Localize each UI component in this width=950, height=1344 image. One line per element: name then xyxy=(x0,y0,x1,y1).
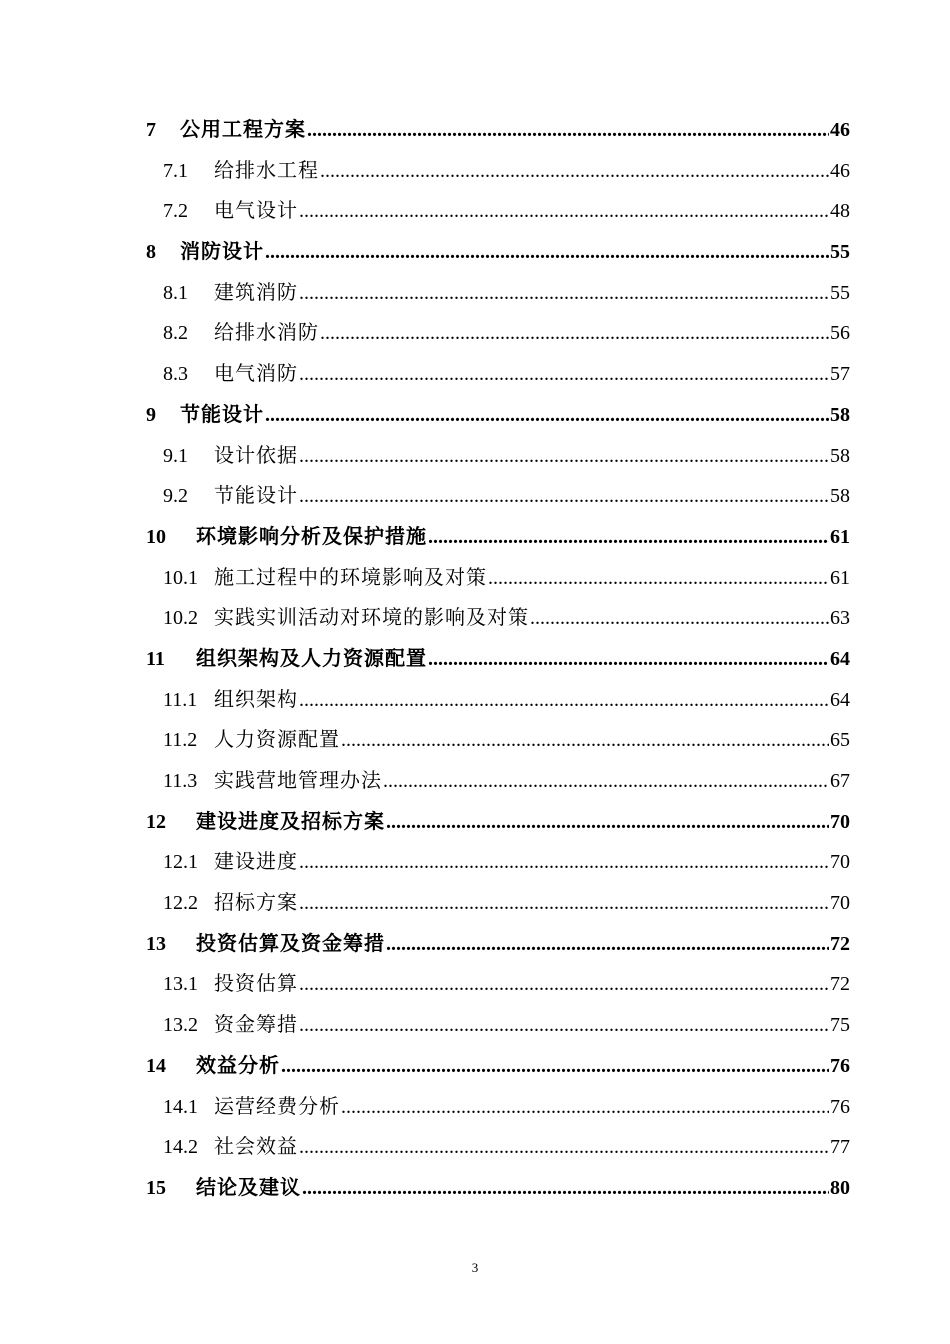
toc-entry-page: 80 xyxy=(830,1176,850,1199)
toc-entry-title: 消防设计 xyxy=(180,241,264,264)
toc-entry-number: 12.2 xyxy=(163,892,198,915)
toc-entry-title: 给排水消防 xyxy=(214,322,319,345)
toc-chapter-entry[interactable] xyxy=(146,1046,850,1087)
toc-entry-title: 给排水工程 xyxy=(214,159,319,182)
toc-entry-title: 电气消防 xyxy=(214,363,298,386)
toc-entry-page: 77 xyxy=(830,1136,850,1159)
toc-dot-leader xyxy=(265,232,829,273)
toc-entry-title: 招标方案 xyxy=(214,892,298,915)
toc-entry-number: 9.1 xyxy=(163,444,188,467)
toc-entry-title: 实践营地管理办法 xyxy=(214,770,382,792)
toc-entry-page: 58 xyxy=(830,485,850,508)
toc-entry-number: 8.3 xyxy=(163,363,188,386)
toc-dot-leader xyxy=(428,639,829,680)
toc-dot-leader xyxy=(299,680,829,721)
toc-entry-title: 电气设计 xyxy=(214,200,298,223)
toc-entry-title: 节能设计 xyxy=(180,403,264,426)
toc-entry-number: 9 xyxy=(146,403,156,426)
toc-section-entry[interactable] xyxy=(146,1127,850,1168)
toc-entry-number: 11.2 xyxy=(163,729,198,752)
toc-chapter-entry[interactable] xyxy=(146,1168,850,1209)
toc-entry-page: 48 xyxy=(830,200,850,223)
toc-dot-leader xyxy=(386,924,829,965)
toc-entry-number: 12.1 xyxy=(163,851,198,874)
toc-entry-page: 46 xyxy=(830,119,850,141)
toc-chapter-entry[interactable] xyxy=(146,924,850,965)
toc-entry-page: 46 xyxy=(830,159,850,182)
toc-entry-page: 70 xyxy=(830,851,850,874)
toc-entry-title: 建设进度 xyxy=(214,851,298,874)
toc-entry-page: 70 xyxy=(830,892,850,915)
toc-entry-page: 70 xyxy=(830,810,850,833)
toc-section-entry[interactable] xyxy=(146,354,850,395)
toc-entry-page: 72 xyxy=(830,973,850,996)
toc-entry-page: 63 xyxy=(830,607,850,630)
toc-section-entry[interactable] xyxy=(146,151,850,192)
toc-entry-page: 64 xyxy=(830,647,850,670)
toc-dot-leader xyxy=(299,842,829,883)
toc-section-entry[interactable] xyxy=(146,1087,850,1128)
toc-entry-title: 资金筹措 xyxy=(214,1014,298,1037)
toc-entry-title: 运营经费分析 xyxy=(214,1095,340,1118)
toc-dot-leader xyxy=(320,313,829,354)
toc-dot-leader xyxy=(530,598,829,639)
toc-entry-number: 10.1 xyxy=(163,566,198,589)
toc-entry-number: 8.1 xyxy=(163,281,188,304)
toc-entry-title: 人力资源配置 xyxy=(214,729,340,752)
toc-chapter-entry[interactable] xyxy=(146,395,850,436)
toc-section-entry[interactable] xyxy=(146,598,850,639)
toc-entry-number: 11.3 xyxy=(163,770,198,792)
toc-section-entry[interactable] xyxy=(146,436,850,477)
toc-dot-leader xyxy=(320,151,829,192)
toc-dot-leader xyxy=(386,802,829,843)
toc-chapter-entry[interactable] xyxy=(146,517,850,558)
toc-entry-title: 投资估算 xyxy=(214,973,298,996)
toc-entry-title: 社会效益 xyxy=(214,1136,298,1159)
toc-dot-leader xyxy=(488,558,829,599)
toc-dot-leader xyxy=(299,191,829,232)
toc-dot-leader xyxy=(383,761,829,802)
toc-section-entry[interactable] xyxy=(146,191,850,232)
toc-entry-number: 12 xyxy=(146,810,166,833)
toc-entry-number: 13.2 xyxy=(163,1014,198,1037)
toc-section-entry[interactable] xyxy=(146,883,850,924)
toc-section-entry[interactable] xyxy=(146,964,850,1005)
toc-entry-number: 7 xyxy=(146,119,156,141)
toc-entry-number: 9.2 xyxy=(163,485,188,508)
toc-entry-page: 61 xyxy=(830,525,850,548)
toc-entry-page: 72 xyxy=(830,932,850,955)
table-of-contents xyxy=(146,110,850,1209)
toc-entry-title: 组织架构 xyxy=(214,688,298,711)
toc-dot-leader xyxy=(299,476,829,517)
toc-dot-leader xyxy=(265,395,829,436)
toc-entry-number: 10 xyxy=(146,525,166,548)
toc-entry-title: 环境影响分析及保护措施 xyxy=(196,525,427,548)
toc-dot-leader xyxy=(299,273,829,314)
toc-entry-page: 57 xyxy=(830,363,850,386)
toc-dot-leader xyxy=(299,1005,829,1046)
toc-dot-leader xyxy=(299,354,829,395)
toc-section-entry[interactable] xyxy=(146,476,850,517)
toc-entry-number: 13.1 xyxy=(163,973,198,996)
toc-entry-title: 投资估算及资金筹措 xyxy=(196,932,385,955)
toc-entry-page: 65 xyxy=(830,729,850,752)
toc-chapter-entry[interactable] xyxy=(146,802,850,843)
toc-entry-page: 76 xyxy=(830,1095,850,1118)
toc-entry-page: 58 xyxy=(830,403,850,426)
toc-entry-page: 67 xyxy=(830,770,850,792)
toc-dot-leader xyxy=(341,720,829,761)
toc-entry-title: 施工过程中的环境影响及对策 xyxy=(214,566,487,589)
toc-entry-title: 组织架构及人力资源配置 xyxy=(196,647,427,670)
toc-section-entry[interactable] xyxy=(146,680,850,721)
toc-entry-number: 7.1 xyxy=(163,159,188,182)
toc-section-entry[interactable] xyxy=(146,273,850,314)
toc-entry-number: 14 xyxy=(146,1054,166,1077)
toc-dot-leader xyxy=(307,110,829,151)
toc-chapter-entry[interactable] xyxy=(146,232,850,273)
toc-entry-title: 设计依据 xyxy=(214,444,298,467)
toc-entry-number: 11 xyxy=(146,647,165,670)
toc-entry-number: 13 xyxy=(146,932,166,955)
toc-entry-number: 15 xyxy=(146,1176,166,1199)
toc-entry-title: 实践实训活动对环境的影响及对策 xyxy=(214,607,529,630)
toc-section-entry[interactable] xyxy=(146,1005,850,1046)
toc-entry-page: 64 xyxy=(830,688,850,711)
toc-section-entry[interactable] xyxy=(146,313,850,354)
toc-dot-leader xyxy=(299,964,829,1005)
toc-entry-page: 56 xyxy=(830,322,850,345)
toc-entry-title: 结论及建议 xyxy=(196,1176,301,1199)
toc-entry-title: 建筑消防 xyxy=(214,281,298,304)
toc-entry-number: 14.1 xyxy=(163,1095,198,1118)
toc-entry-number: 10.2 xyxy=(163,607,198,630)
toc-entry-page: 58 xyxy=(830,444,850,467)
toc-entry-page: 55 xyxy=(830,281,850,304)
toc-chapter-entry[interactable] xyxy=(146,639,850,680)
toc-entry-page: 76 xyxy=(830,1054,850,1077)
toc-section-entry[interactable] xyxy=(146,761,850,802)
toc-entry-number: 8 xyxy=(146,241,156,264)
toc-dot-leader xyxy=(299,436,829,477)
toc-entry-number: 8.2 xyxy=(163,322,188,345)
toc-entry-number: 14.2 xyxy=(163,1136,198,1159)
toc-dot-leader xyxy=(302,1168,829,1209)
toc-entry-page: 55 xyxy=(830,241,850,264)
toc-section-entry[interactable] xyxy=(146,558,850,599)
toc-entry-page: 75 xyxy=(830,1014,850,1037)
toc-dot-leader xyxy=(299,883,829,924)
toc-entry-number: 7.2 xyxy=(163,200,188,223)
toc-entry-title: 效益分析 xyxy=(196,1054,280,1077)
toc-section-entry[interactable] xyxy=(146,842,850,883)
toc-entry-title: 建设进度及招标方案 xyxy=(196,810,385,833)
toc-entry-number: 11.1 xyxy=(163,688,198,711)
toc-dot-leader xyxy=(299,1127,829,1168)
toc-dot-leader xyxy=(341,1087,829,1128)
toc-entry-title: 节能设计 xyxy=(214,485,298,508)
toc-dot-leader xyxy=(428,517,829,558)
toc-entry-title: 公用工程方案 xyxy=(180,119,306,141)
toc-entry-page: 61 xyxy=(830,566,850,589)
toc-section-entry[interactable] xyxy=(146,720,850,761)
page-number: 3 xyxy=(471,1260,479,1275)
toc-chapter-entry[interactable] xyxy=(146,110,850,151)
toc-dot-leader xyxy=(281,1046,829,1087)
